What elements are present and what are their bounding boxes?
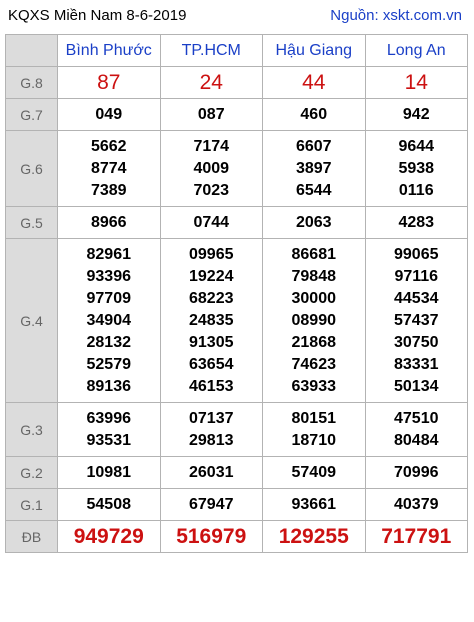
prize-number: 5662 xyxy=(90,137,127,155)
top-bar xyxy=(5,0,467,34)
prize-cell xyxy=(58,489,161,521)
prize-row xyxy=(6,457,468,489)
prize-number: 7174 xyxy=(193,137,230,155)
prize-number: 86681 xyxy=(291,245,336,263)
prize-number: 57437 xyxy=(394,311,439,329)
prize-number: 942 xyxy=(402,105,430,123)
prize-number: 5938 xyxy=(398,159,435,177)
prize-cell xyxy=(365,521,468,553)
province-header[interactable]: TP.HCM xyxy=(160,35,263,67)
prize-number: 049 xyxy=(95,105,123,123)
prize-number: 63996 xyxy=(86,409,131,427)
prize-cell xyxy=(263,99,366,131)
prize-cell xyxy=(263,521,366,553)
prize-row xyxy=(6,207,468,239)
prize-number: 9644 xyxy=(398,137,435,155)
prize-cell xyxy=(263,207,366,239)
prize-cell xyxy=(58,239,161,403)
prize-number: 14 xyxy=(404,70,428,94)
prize-row xyxy=(6,239,468,403)
prize-cell xyxy=(160,521,263,553)
prize-number: 087 xyxy=(197,105,225,123)
prize-number: 09965 xyxy=(189,245,234,263)
prize-number: 21868 xyxy=(291,333,336,351)
prize-cell xyxy=(365,207,468,239)
results-table xyxy=(5,34,468,553)
results-sheet xyxy=(5,0,467,553)
prize-label: G.4 xyxy=(6,239,58,403)
prize-cell xyxy=(263,239,366,403)
prize-number: 80484 xyxy=(394,431,439,449)
prize-cell xyxy=(58,457,161,489)
prize-row xyxy=(6,67,468,99)
prize-number: 89136 xyxy=(86,377,131,395)
prize-cell xyxy=(58,99,161,131)
prize-cell xyxy=(365,489,468,521)
prize-cell xyxy=(263,403,366,457)
prize-number: 29813 xyxy=(189,431,234,449)
prize-number: 93661 xyxy=(291,495,336,513)
prize-number: 44534 xyxy=(394,289,439,307)
prize-number: 67947 xyxy=(189,495,234,513)
prize-cell xyxy=(263,489,366,521)
province-header[interactable]: Bình Phước xyxy=(58,35,161,67)
prize-number: 97116 xyxy=(394,267,439,285)
prize-cell xyxy=(365,239,468,403)
prize-number: 949729 xyxy=(73,524,144,548)
prize-row xyxy=(6,403,468,457)
prize-cell xyxy=(160,403,263,457)
prize-row xyxy=(6,131,468,207)
prize-number: 18710 xyxy=(291,431,336,449)
prize-number: 30000 xyxy=(291,289,336,307)
prize-label: G.7 xyxy=(6,99,58,131)
prize-number: 83331 xyxy=(394,355,439,373)
prize-number: 47510 xyxy=(394,409,439,427)
prize-number: 6607 xyxy=(295,137,332,155)
prize-cell xyxy=(365,403,468,457)
prize-number: 74623 xyxy=(291,355,336,373)
prize-cell xyxy=(160,457,263,489)
prize-number: 52579 xyxy=(86,355,131,373)
prize-cell xyxy=(160,99,263,131)
prize-number: 54508 xyxy=(86,495,131,513)
prize-number: 4283 xyxy=(398,213,435,231)
prize-cell xyxy=(160,239,263,403)
prize-number: 99065 xyxy=(394,245,439,263)
prize-cell xyxy=(160,67,263,99)
prize-number: 30750 xyxy=(394,333,439,351)
prize-cell xyxy=(58,131,161,207)
prize-cell xyxy=(58,207,161,239)
prize-number: 26031 xyxy=(189,463,234,481)
prize-cell xyxy=(365,67,468,99)
prize-number: 44 xyxy=(302,70,326,94)
source-link[interactable]: Nguồn: xskt.com.vn xyxy=(330,7,462,24)
prize-number: 24 xyxy=(199,70,223,94)
prize-number: 8774 xyxy=(90,159,127,177)
prize-number: 2063 xyxy=(295,213,332,231)
prize-number: 8966 xyxy=(90,213,127,231)
prize-number: 0116 xyxy=(398,181,434,199)
prize-number: 87 xyxy=(97,70,121,94)
prize-cell xyxy=(160,489,263,521)
prize-number: 93396 xyxy=(86,267,131,285)
prize-number: 68223 xyxy=(189,289,234,307)
prize-number: 91305 xyxy=(189,333,234,351)
province-header[interactable]: Long An xyxy=(365,35,468,67)
prize-cell xyxy=(263,457,366,489)
prize-label: G.2 xyxy=(6,457,58,489)
prize-label: G.5 xyxy=(6,207,58,239)
prize-cell xyxy=(58,67,161,99)
prize-number: 40379 xyxy=(394,495,439,513)
prize-label: G.1 xyxy=(6,489,58,521)
prize-row xyxy=(6,489,468,521)
prize-label: G.6 xyxy=(6,131,58,207)
prize-number: 717791 xyxy=(381,524,452,548)
prize-number: 57409 xyxy=(291,463,336,481)
prize-number: 80151 xyxy=(291,409,336,427)
prize-number: 7023 xyxy=(193,181,230,199)
prize-number: 08990 xyxy=(291,311,336,329)
corner-cell xyxy=(6,35,58,67)
prize-cell xyxy=(365,99,468,131)
prize-number: 63933 xyxy=(291,377,336,395)
prize-number: 93531 xyxy=(86,431,131,449)
prize-cell xyxy=(365,457,468,489)
prize-number: 07137 xyxy=(189,409,234,427)
prize-number: 19224 xyxy=(189,267,234,285)
province-header-row xyxy=(6,35,468,67)
prize-number: 6544 xyxy=(295,181,332,199)
prize-number: 50134 xyxy=(394,377,439,395)
prize-cell xyxy=(263,131,366,207)
prize-cell xyxy=(160,131,263,207)
prize-number: 516979 xyxy=(176,524,247,548)
page-title: KQXS Miền Nam 8-6-2019 xyxy=(8,7,187,24)
prize-number: 79848 xyxy=(291,267,336,285)
prize-number: 460 xyxy=(300,105,328,123)
prize-label: ĐB xyxy=(6,521,58,553)
prize-number: 70996 xyxy=(394,463,439,481)
prize-number: 46153 xyxy=(189,377,234,395)
prize-cell xyxy=(58,403,161,457)
prize-number: 97709 xyxy=(86,289,131,307)
prize-cell xyxy=(160,207,263,239)
prize-number: 3897 xyxy=(295,159,332,177)
prize-label: G.8 xyxy=(6,67,58,99)
prize-number: 24835 xyxy=(189,311,234,329)
prize-number: 63654 xyxy=(189,355,234,373)
province-header[interactable]: Hậu Giang xyxy=(263,35,366,67)
prize-number: 34904 xyxy=(86,311,131,329)
prize-cell xyxy=(263,67,366,99)
prize-label: G.3 xyxy=(6,403,58,457)
prize-number: 0744 xyxy=(193,213,230,231)
prize-number: 10981 xyxy=(86,463,131,481)
prize-row xyxy=(6,521,468,553)
prize-row xyxy=(6,99,468,131)
prize-cell xyxy=(365,131,468,207)
prize-cell xyxy=(58,521,161,553)
prize-number: 28132 xyxy=(86,333,131,351)
prize-number: 4009 xyxy=(193,159,230,177)
prize-number: 7389 xyxy=(90,181,127,199)
prize-number: 129255 xyxy=(278,524,349,548)
prize-number: 82961 xyxy=(86,245,131,263)
